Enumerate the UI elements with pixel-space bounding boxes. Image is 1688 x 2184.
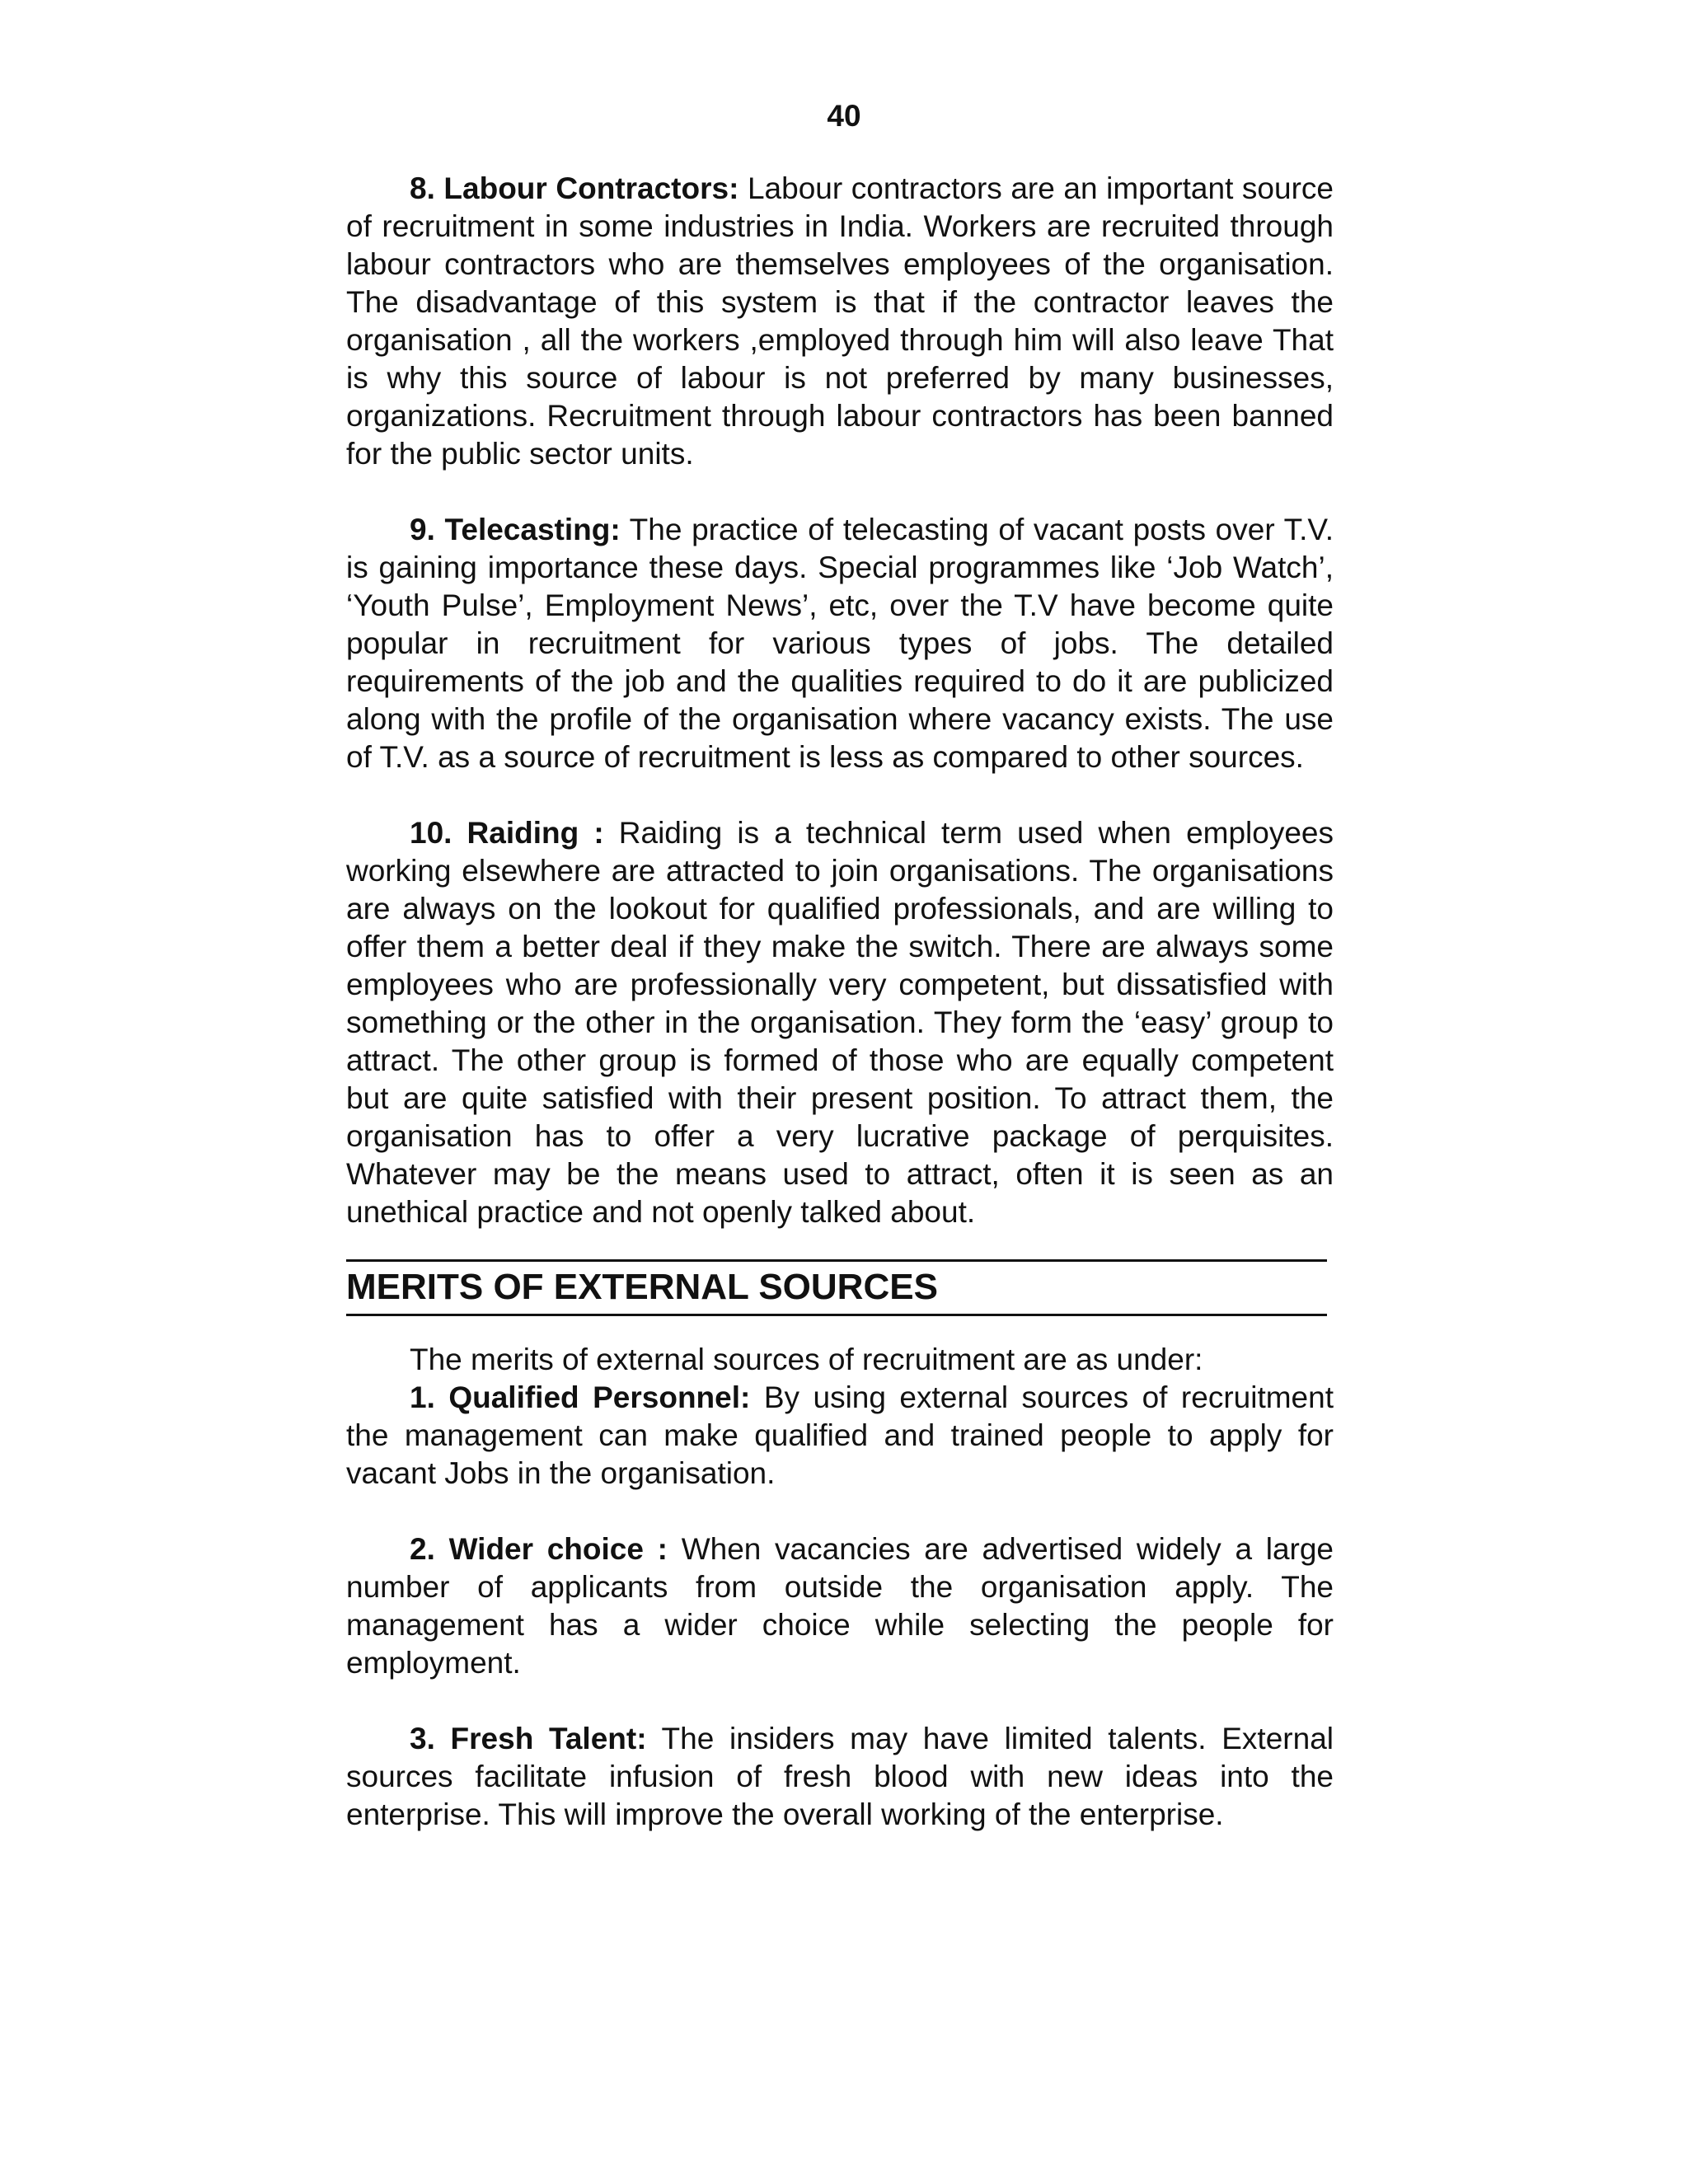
paragraph-labour-contractors <box>346 170 1334 473</box>
page-body <box>346 170 1334 1834</box>
paragraph-lead: 3. Fresh Talent: <box>410 1722 647 1755</box>
paragraph-text: The insiders may have limited talents. External sources facilitate infusion of fresh blood with new ideas into the enterprise. This will improve the overall working of the enterprise. <box>346 1722 1334 1831</box>
paragraph-raiding <box>346 814 1334 1231</box>
paragraph-spacer <box>346 1682 1334 1720</box>
merit-qualified-personnel <box>346 1379 1334 1493</box>
section-heading-merits: MERITS OF EXTERNAL SOURCES <box>346 1259 1327 1316</box>
paragraph-text: Labour contractors are an important source of recruitment in some industries in India. Workers are recruited through labour contractors who are themselves employees of the organisation. The disadvantage of this system is that if the contractor leaves the organisation , all the workers ,employed through him will also leave That is why this source of labour is not preferred by many businesses, organizations. Recruitment through labour contractors has been banned for the public sector units. <box>346 171 1334 471</box>
paragraph-lead: 2. Wider choice : <box>410 1532 668 1566</box>
merits-intro: The merits of external sources of recruitment are as under: <box>410 1343 1203 1376</box>
paragraph-spacer <box>346 1493 1334 1530</box>
paragraph-spacer <box>346 776 1334 814</box>
paragraph-lead: 9. Telecasting: <box>410 513 621 546</box>
paragraph-telecasting <box>346 511 1334 776</box>
paragraph-lead: 8. Labour Contractors: <box>410 171 739 205</box>
paragraph-lead: 1. Qualified Personnel: <box>410 1380 751 1414</box>
paragraph-text: By using external sources of recruitment the management can make qualified and trained people to apply for vacant Jobs in the organisation. <box>346 1380 1334 1490</box>
paragraph-text: When vacancies are advertised widely a large number of applicants from outside the organisation apply. The management has a wider choice while selecting the people for employment. <box>346 1532 1334 1680</box>
paragraph-spacer <box>346 473 1334 511</box>
merit-wider-choice <box>346 1530 1334 1682</box>
paragraph-text: Raiding is a technical term used when employees working elsewhere are attracted to join organisations. The organisations are always on the lookout for qualified professionals, and are willing to offer them a better deal if they make the switch. There are always some employees who are professionally very competent, but dissatisfied with something or the other in the organisation. They form the ‘easy’ group to attract. The other group is formed of those who are equally competent but are quite satisfied with their present position. To attract them, the organisation has to offer a very lucrative package of perquisites. Whatever may be the means used to attract, often it is seen as an unethical practice and not openly talked about. <box>346 816 1334 1229</box>
paragraph-lead: 10. Raiding : <box>410 816 604 850</box>
page-number: 40 <box>827 99 861 133</box>
paragraph-text: The practice of telecasting of vacant posts over T.V. is gaining importance these days. Special programmes like ‘Job Watch’, ‘Youth Pulse’, Employment News’, etc, over the T.V have become quite popular in recruitment for various types of jobs. The detailed requirements of the job and the qualities required to do it are publicized along with the profile of the organisation where vacancy exists. The use of T.V. as a source of recruitment is less as compared to other sources. <box>346 513 1334 774</box>
merit-fresh-talent <box>346 1720 1334 1834</box>
